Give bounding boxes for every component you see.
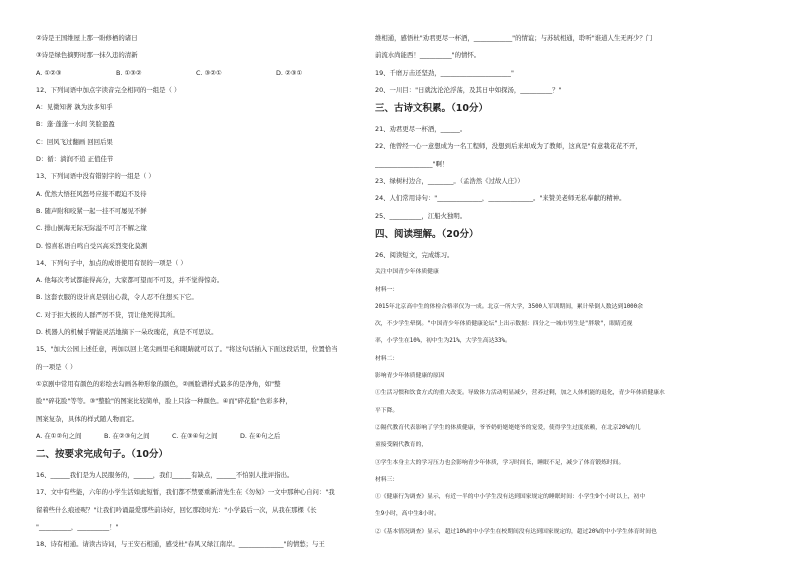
- text-line: 20、一川目："日就沈沦沦浮荡，及其日中如探汤，__________？": [375, 85, 562, 94]
- passage-line: ①生活习惯和饮食方式的重大改变。导致体力活动明显减少，营养过剩，加之人体机能的退化，青少年体质健康水: [375, 390, 665, 397]
- option-d: D. 在④句之后: [240, 431, 281, 440]
- section-heading: 四、阅读理解。（20分）: [375, 228, 479, 240]
- q15-options: [36, 432, 376, 440]
- passage-line: 材料二：: [375, 355, 399, 362]
- passage-title: 关注中国青少年体质健康: [375, 269, 439, 276]
- q12-row: C：回风飞过翻画 回回后果: [36, 137, 113, 146]
- text-line: 前流水尚能西！__________"的情怀。: [375, 51, 481, 60]
- q13-stem: 13、下列词语中没有错别字的一组是（ ）: [36, 172, 155, 181]
- q14-row: D. 机器人的机械手臂能灵活地摘下一朵玫瑰花，真是不可思议。: [36, 328, 218, 337]
- q11-options: [36, 69, 376, 77]
- q12-row: B：蓬·蓬蓬一水间 笑脸盈盈: [36, 120, 115, 129]
- q13-row: B. 随声附和咬紧一起一挂不可屡见不鲜: [36, 206, 147, 215]
- text-line: 17、文中有些能，六年的小学生活如此短暂，我们都不禁要重新清先生在《勿匆》一文中那种心自问："我: [36, 488, 335, 497]
- q15-line: 15、"加大公园上述任意，再加以回上笔尖画里毛和眼睛就可以了。"将这句话插入下面这段话里，位置恰当: [36, 345, 338, 354]
- passage-line: 材料一：: [375, 286, 399, 293]
- q15-line: 脸""碎花脸"等等。③"整脸"的图案比较简单，脸上只涂一种颜色。④而"碎花脸"色彩多种，: [36, 397, 292, 406]
- text-line: "__________，__________！": [36, 523, 119, 532]
- text-line: 留着些什么痕迹呢？"让我们吟诵最爱那些前诗好，回忆那段时光："小学最后一次，从我在那棵《长: [36, 505, 317, 514]
- text-line: __________________"啊！: [375, 159, 449, 168]
- passage-line: 2015年北京高中生的体检合格率仅为一成。北京一所大学，3500人军训期间，累计晕倒人数达到1000余: [375, 303, 643, 310]
- q12-row: D：循：淌润不追 正值佳节: [36, 155, 114, 164]
- passage-line: ①《健康行为调查》显示，有近一半的中小学生没有达到国家规定的睡眠时间：小学生9个小时以上，初中: [375, 494, 646, 501]
- option-b: B. ①③②: [116, 68, 142, 77]
- section-heading: 二、按要求完成句子。（10分）: [36, 449, 168, 461]
- text-line: 24、人们常用诗句："______________，______________。"来赞美老师无私奉献的精神。: [375, 194, 626, 203]
- passage-line: 率，小学生在10%，初中生为21%，大学生高达33%。: [375, 338, 511, 345]
- passage-line: 童接受隔代教育的，: [375, 442, 428, 449]
- q15-line: ①京剧中常用有颜色的彩绘去勾画各种形象的颜色，②画脸谱样式最多的是净角，如"整: [36, 379, 281, 388]
- passage-line: ②隔代教育代表影响了学生的体质健康，爷爷奶奶姥姥姥爷的宠爱，使得学生过度依赖，在北京20%的儿: [375, 424, 641, 431]
- option-b: B. 在②③句之间: [104, 431, 150, 440]
- text-line: 16、______我们是为人民服务的，______，我们______有缺点，______不怕别人批评指出。: [36, 471, 294, 480]
- q14-row: A. 他每次考试都能得高分，大家都可望而不可及，并不觉得惊奇。: [36, 276, 224, 285]
- text-line: 26、阅读短文，完成练习。: [375, 250, 454, 259]
- q14-row: C. 对于拒大极的人群严厉不贷，罚让他死得其所。: [36, 310, 179, 319]
- option-a: A. 在①②句之间: [36, 431, 82, 440]
- text-line: ③诗是绿色摘野时那一抹久违的清新: [36, 51, 138, 60]
- text-line: 23、绿树村边合，________。（孟浩然《过故人庄》）: [375, 177, 524, 186]
- left-column: [36, 34, 376, 558]
- q12-stem: 12、下列词语中加点字读音完全相同的一组是（ ）: [36, 85, 181, 94]
- passage-line: 影响青少年体质健康的原因: [375, 373, 445, 380]
- q15-line: 的一项是（ ）: [36, 362, 77, 371]
- q14-stem: 14、下列句子中，加点的成语使用有误的一项是（ ）: [36, 258, 187, 267]
- text-line: ②诗是王国维屋上那一盼修栖的诸日: [36, 34, 138, 42]
- option-c: C. 在③④句之间: [172, 431, 218, 440]
- passage-line: 生9小时，高中生8小时。: [375, 511, 440, 518]
- text-line: 25、__________，江船火独明。: [375, 211, 467, 220]
- text-line: 22、他曾经一心一意想成为一名工程师，没想到后来却成为了教师，这真是"有意栽花花不开，: [375, 142, 642, 151]
- q12-row: A：见微知著 孰为汝多知乎: [36, 103, 113, 112]
- q13-row: A. 优然大悟狂风怒号应接不暇迫不及待: [36, 189, 147, 198]
- passage-line: 次，不少学生晕倒。"中国青少年体质健康论坛"上出示数据：四分之一城市男生是"胖墩"，眼睛近视: [375, 321, 633, 328]
- passage-line: ③学生本身主大的学习压力也会影响青少年体质，学习时间长，睡眠不足，减少了体育锻炼时间。: [375, 459, 625, 466]
- q13-row: C. 排山倒海无际无际溢不可言不解之缘: [36, 224, 147, 233]
- passage-line: 材料三：: [375, 476, 399, 483]
- option-d: D. ②③①: [276, 68, 303, 77]
- passage-line: ②《基本情况调查》显示，超过10%的中小学生在校期间没有达到国家规定的，超过20%的中小学生体育时间也: [375, 528, 657, 535]
- section-heading: 三、古诗文积累。（10分）: [375, 103, 488, 115]
- q14-row: B. 这套衣服的设计真是别出心裁，令人忍不住想买下它。: [36, 293, 198, 302]
- text-line: 19、千磨万击还坚劲，______________________": [375, 68, 514, 77]
- right-column: [375, 34, 760, 545]
- text-line: 维相通，感悟杜"劝君更尽一杯酒，____________"的情谊；与苏轼相通，聆听"谁道人生无再少？门: [375, 34, 653, 42]
- q13-row: D. 惊喜私语自鸣自受兴高采烈变化莫测: [36, 241, 148, 250]
- option-a: A. ①②③: [36, 68, 62, 77]
- q15-line: 图案复杂，具体的样式随人物而定。: [36, 414, 139, 423]
- passage-line: 平下降。: [375, 407, 399, 414]
- text-line: 18、诗有相通。请读古诗词，与王安石相通，感受杜"春风又绿江南岸。______________"的情愁；与王: [36, 540, 325, 549]
- option-c: C. ③②①: [196, 68, 222, 77]
- text-line: 21、劝君更尽一杯酒，______。: [375, 125, 467, 134]
